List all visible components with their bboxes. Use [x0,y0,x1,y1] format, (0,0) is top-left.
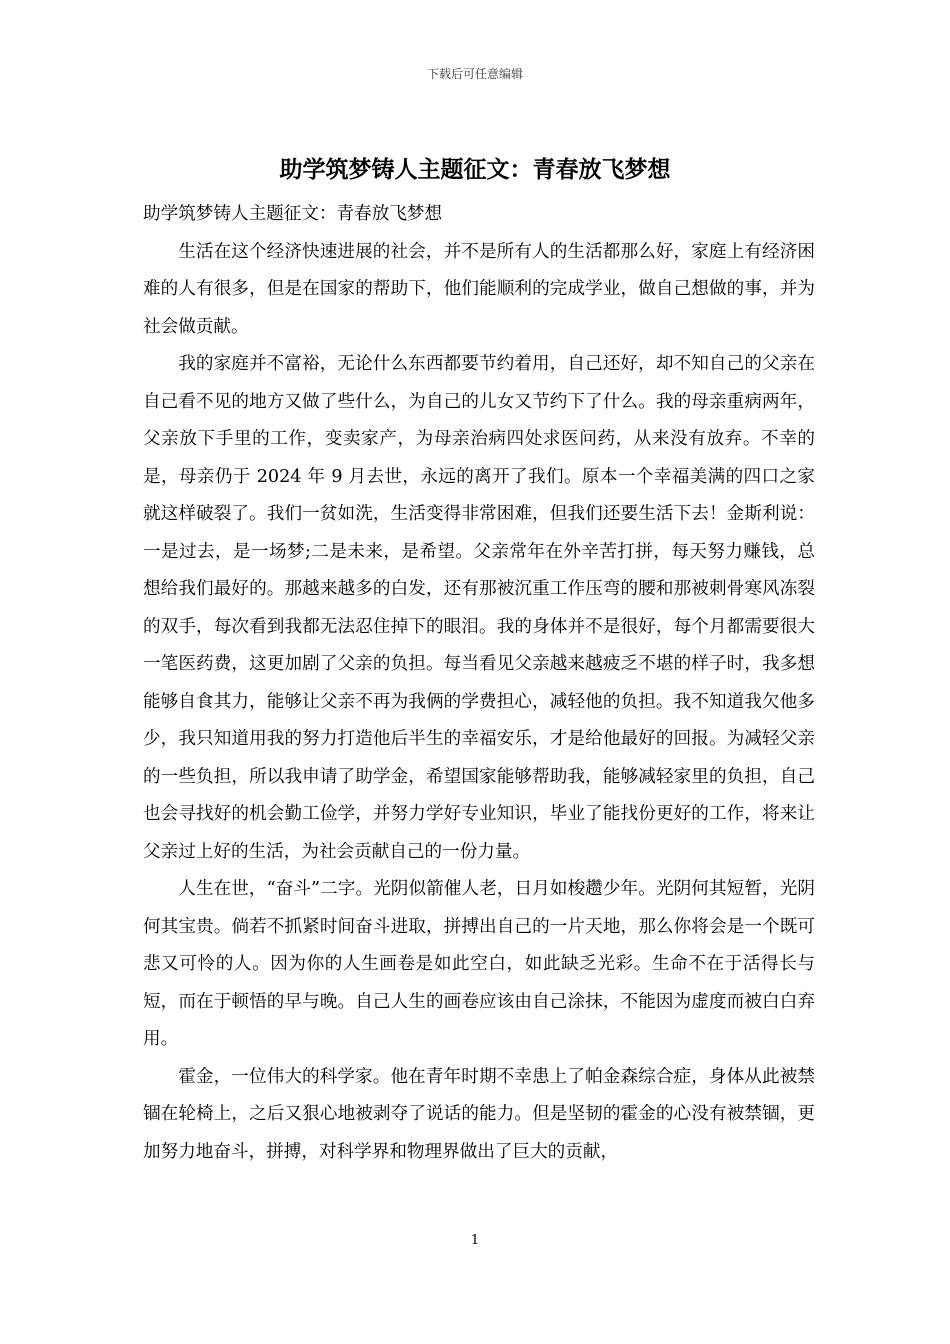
document-body [143,196,815,1171]
document-subtitle: 助学筑梦铸人主题征文：青春放飞梦想 [143,204,443,224]
page-header: 下载后可任意编辑 [426,67,523,81]
paragraph: 我的家庭并不富裕，无论什么东西都要节约着用，自己还好，却不知自己的父亲在自己看不见的地方又做了些什么，为自己的儿女又节约下了什么。我的母亲重病两年，父亲放下手里的工作，变卖家产，为母亲治病四处求医问药，从来没有放弃。不幸的是，母亲仍于 2024 年 9 月去世，永远的离开了我们。原本一个幸福美满的四口之家就这样破裂了。我们一贫如洗，生活变得非常困难，但我们还要生活下去！金斯利说：一是过去，是一场梦;二是未来，是希望。父亲常年在外辛苦打拼，每天努力赚钱，总想给我们最好的。那越来越多的白发，还有那被沉重工作压弯的腰和那被刺骨寒风冻裂的双手，每次看到我都无法忍住掉下的眼泪。我的身体并不是很好，每个月都需要很大一笔医药费，这更加剧了父亲的负担。每当看见父亲越来越疲乏不堪的样子时，我多想能够自食其力，能够让父亲不再为我俩的学费担心，减轻他的负担。我不知道我欠他多少，我只知道用我的努力打造他后半生的幸福安乐，才是给他最好的回报。为减轻父亲的一些负担，所以我申请了助学金，希望国家能够帮助我，能够减轻家里的负担，自己也会寻找好的机会勤工俭学，并努力学好专业知识，毕业了能找份更好的工作，将来让父亲过上好的生活，为社会贡献自己的一份力量。 [143,354,815,862]
paragraph: 人生在世，“奋斗”二字。光阴似箭催人老，日月如梭趱少年。光阴何其短暂，光阴何其宝贵。倘若不抓紧时间奋斗进取，拼搏出自己的一片天地，那么你将会是一个既可悲又可怜的人。因为你的人生画卷是如此空白，如此缺乏光彩。生命不在于活得长与短，而在于顿悟的早与晚。自己人生的画卷应该由自己涂抹，不能因为虚度而被白白弃用。 [143,879,815,1049]
paragraph: 霍金，一位伟大的科学家。他在青年时期不幸患上了帕金森综合症，身体从此被禁锢在轮椅上，之后又狠心地被剥夺了说话的能力。但是坚韧的霍金的心没有被禁锢，更加努力地奋斗，拼搏，对科学界和物理界做出了巨大的贡献， [143,1066,815,1162]
document-title: 助学筑梦铸人主题征文：青春放飞梦想 [279,156,671,183]
paragraph: 生活在这个经济快速进展的社会，并不是所有人的生活都那么好，家庭上有经济困难的人有很多，但是在国家的帮助下，他们能顺利的完成学业，做自己想做的事，并为社会做贡献。 [143,241,815,337]
page-number: 1 [470,1233,480,1248]
